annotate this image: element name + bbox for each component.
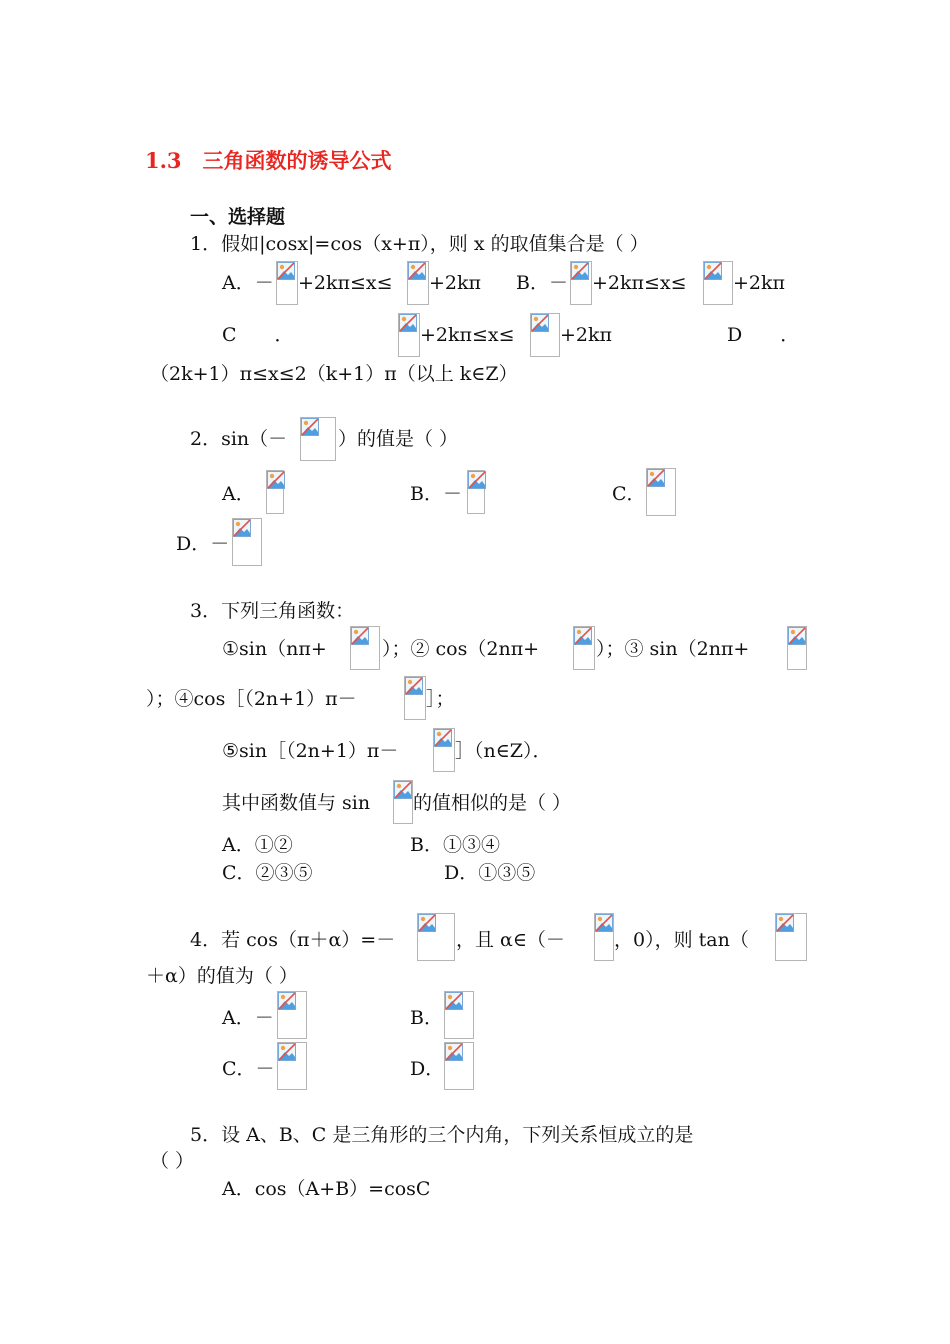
q1-option-b: B．－ [516, 272, 568, 294]
q5-stem-paren: （ ） [150, 1150, 195, 1172]
q3-stem: 3．下列三角函数： [190, 600, 355, 622]
q3-line3-a: ⑤sin［（2n+1）π－ [222, 740, 399, 762]
q4-stem-c: ，0），则 tan（ [614, 929, 749, 951]
q1-option-c-end: +2kπ [560, 324, 613, 346]
broken-image-icon [277, 991, 307, 1039]
q3-line1-c: ）；③ sin（2nπ+ [596, 638, 750, 660]
broken-image-icon [300, 417, 336, 461]
broken-image-icon [277, 1042, 307, 1090]
broken-image-icon [573, 626, 595, 670]
broken-image-icon [393, 780, 413, 824]
broken-image-icon [444, 1042, 474, 1090]
broken-image-icon [467, 470, 485, 514]
broken-image-icon [444, 991, 474, 1039]
q3-option-b: B．①③④ [410, 834, 500, 856]
q4-option-b: B． [410, 1007, 443, 1029]
q3-line4-b: 的值相似的是（ ） [413, 792, 572, 814]
q1-option-c: C ． [222, 324, 294, 346]
q3-line2-a: ）；④cos［（2n+1）π－ [146, 688, 357, 710]
q3-option-c: C．②③⑤ [222, 862, 313, 884]
broken-image-icon [703, 261, 733, 305]
q1-option-a-mid: +2kπ≤x≤ [298, 272, 393, 294]
q1-option-d: D ． [727, 324, 800, 346]
q1-option-b-mid: +2kπ≤x≤ [592, 272, 687, 294]
q1-option-b-end: +2kπ [733, 272, 786, 294]
q4-stem-b: ，且 α∈（－ [456, 929, 565, 951]
q4-option-d: D． [410, 1058, 445, 1080]
q1-option-a-end: +2kπ [429, 272, 482, 294]
q2-stem-end: ）的值是（ ） [338, 428, 459, 450]
q4-stem-a: 4．若 cos（π＋α）=－ [190, 929, 396, 951]
broken-image-icon [433, 728, 455, 772]
doc-title: 1.3 三角函数的诱导公式 [145, 148, 392, 173]
q1-option-d-text: （2k+1）π≤x≤2（k+1）π（以上 k∈Z） [150, 363, 518, 385]
q3-line4-a: 其中函数值与 sin [222, 792, 371, 814]
q3-option-d: D．①③⑤ [444, 862, 536, 884]
broken-image-icon [417, 913, 455, 961]
q1-stem: 1．假如|cosx|=cos（x+π），则 x 的取值集合是（ ） [190, 233, 649, 255]
q2-stem-start: 2．sin（－ [190, 428, 288, 450]
q3-option-a: A．①② [222, 834, 293, 856]
section-heading: 一、选择题 [190, 206, 286, 228]
q4-option-a: A．－ [222, 1007, 274, 1029]
q4-option-c: C．－ [222, 1058, 275, 1080]
broken-image-icon [407, 261, 429, 305]
broken-image-icon [646, 468, 676, 516]
broken-image-icon [404, 676, 426, 720]
q4-stem-d: ＋α）的值为（ ） [146, 965, 298, 987]
broken-image-icon [594, 913, 614, 961]
broken-image-icon [266, 470, 284, 514]
broken-image-icon [570, 261, 592, 305]
q1-option-c-mid: +2kπ≤x≤ [420, 324, 515, 346]
q2-option-b: B．－ [410, 483, 462, 505]
q3-line2-b: ］； [426, 688, 455, 710]
broken-image-icon [787, 626, 807, 670]
broken-image-icon [276, 261, 298, 305]
q5-stem: 5．设 A、B、C 是三角形的三个内角，下列关系恒成立的是 [190, 1124, 694, 1146]
broken-image-icon [232, 518, 262, 566]
broken-image-icon [775, 913, 807, 961]
q2-option-d: D．－ [176, 533, 230, 555]
q5-option-a: A．cos（A+B）=cosC [222, 1178, 431, 1200]
broken-image-icon [350, 626, 380, 670]
broken-image-icon [530, 313, 560, 357]
q3-line3-b: ］（n∈Z）． [455, 740, 552, 762]
broken-image-icon [398, 313, 420, 357]
q3-line1-a: ①sin（nπ+ [222, 638, 327, 660]
q3-line1-b: ）；② cos（2nπ+ [382, 638, 540, 660]
q2-option-c: C． [612, 483, 646, 505]
q1-option-a: A．－ [222, 272, 274, 294]
q2-option-a: A． [222, 483, 255, 505]
